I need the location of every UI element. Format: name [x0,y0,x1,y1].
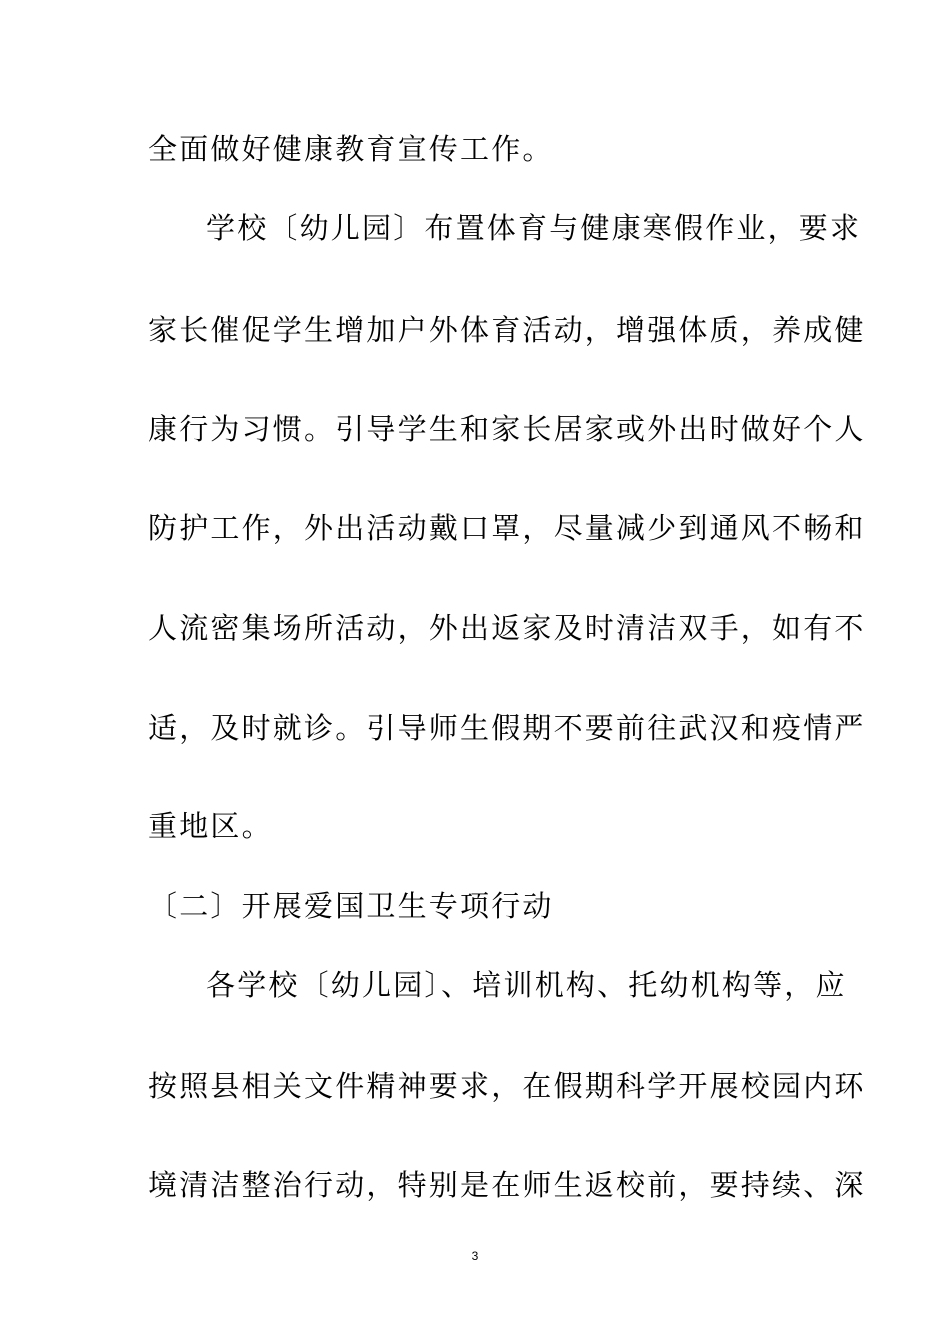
text-line-6: 人流密集场所活动，外出返家及时清洁双手，如有不 [148,611,866,645]
text-line-4: 康行为习惯。引导学生和家长居家或外出时做好个人 [148,412,866,446]
text-line-10: 各学校〔幼儿园〕、培训机构、托幼机构等，应 [206,968,847,1002]
text-line-8: 重地区。 [148,809,273,843]
section-heading: 〔二〕开展爱国卫生专项行动 [148,889,554,923]
text-line-7: 适，及时就诊。引导师生假期不要前往武汉和疫情严 [148,711,866,745]
text-line-1: 全面做好健康教育宣传工作。 [148,132,554,166]
text-line-5: 防护工作，外出活动戴口罩，尽量减少到通风不畅和 [148,511,866,545]
text-line-11: 按照县相关文件精神要求，在假期科学开展校园内环 [148,1069,866,1103]
page-number: 3 [471,1249,479,1263]
text-line-3: 家长催促学生增加户外体育活动，增强体质，养成健 [148,313,866,347]
text-line-2: 学校〔幼儿园〕布置体育与健康寒假作业，要求 [206,211,862,245]
text-line-12: 境清洁整治行动，特别是在师生返校前，要持续、深 [148,1168,866,1202]
